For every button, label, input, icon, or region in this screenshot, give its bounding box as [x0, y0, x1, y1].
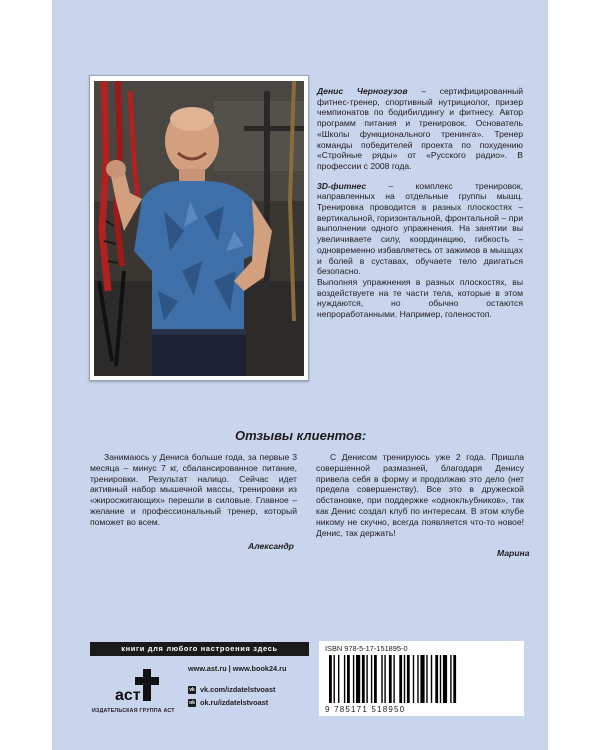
review-right: [316, 452, 524, 538]
term-3d-fitness: 3D-фитнес: [317, 180, 367, 191]
bio-intro-paragraph: [317, 86, 523, 172]
bio-term-text: – комплекс тренировок, направленных на отдельные группы мышц. Тренировка проводится в разных плоскостях – вертикальной, горизонтальной, фронтальной – при выполнении одного упражнения. На занятии вы увеличиваете силу, координацию, гибкость – одновременно избавляетесь от зажимов в мышцах и болей в суставах, обучаете тело двигаться безопасно.: [317, 180, 523, 277]
barcode-bar: [347, 655, 350, 703]
vk-link[interactable]: [188, 685, 275, 694]
bio-intro-text: – сертифицированный фитнес-тренер, спортивный нутрициолог, призер чемпионатов по бодибилдингу и фитнесу. Автор программ питания и тренировок. Основатель «Школы функционального тренинга». Тренер команды победителей проекта по похудению «Стройные ряды» от «Русского радио». В профессии с 2008 года.: [317, 86, 523, 171]
barcode-icon: [327, 655, 517, 705]
author-photo: [94, 81, 304, 376]
barcode-bar: [389, 655, 392, 703]
isbn: ISBN 978-5-17-151895-0: [325, 644, 408, 653]
ok-url: ok.ru/izdatelstvoast: [200, 698, 269, 707]
barcode-bar: [334, 655, 335, 703]
barcode-bar: [404, 655, 405, 703]
barcode-bar: [417, 655, 418, 703]
barcode-bar: [413, 655, 414, 703]
barcode-bar: [338, 655, 339, 703]
barcode-bar: [344, 655, 345, 703]
barcode-bar: [420, 655, 424, 703]
barcode-bar: [374, 655, 377, 703]
barcode-number: 9 785171 518950: [325, 705, 406, 714]
barcode-bar: [366, 655, 367, 703]
author-bio: [317, 86, 523, 320]
review-left-author: Александр: [248, 541, 294, 551]
author-name: Денис Черногузов: [317, 86, 408, 96]
barcode-bar: [399, 655, 402, 703]
websites[interactable]: www.ast.ru | www.book24.ru: [188, 664, 287, 673]
barcode-bar: [435, 655, 438, 703]
barcode-bar: [443, 655, 447, 703]
barcode-bar: [426, 655, 427, 703]
vk-url: vk.com/izdatelstvoast: [200, 685, 276, 694]
author-photo-frame: [89, 75, 309, 381]
review-right-author: Марина: [497, 548, 530, 558]
barcode-bar: [371, 655, 372, 703]
barcode-bar: [353, 655, 354, 703]
review-left-text: Занимаюсь у Дениса больше года, за первые 3 месяца – минус 7 кг, сбалансированное питание, тренировки. Результат налицо. Сейчас идет активный набор мышечной массы, тренировки из «жиросжигающих» перешли в силовые. Главное – желание и профессиональный тренер, который поможет во всем.: [90, 452, 297, 527]
barcode-bar: [329, 655, 332, 703]
bio-paragraph-3: Выполняя упражнения в разных плоскостях, вы воздействуете на те части тела, которые в этом нуждаются, но обычно остаются непроработанными. Например, голеностоп.: [317, 276, 523, 320]
barcode-bar: [407, 655, 410, 703]
reviews-title: Отзывы клиентов:: [235, 428, 367, 443]
tagline-banner: книги для любого настроения здесь: [90, 642, 309, 656]
barcode-bar: [453, 655, 456, 703]
barcode-bar: [362, 655, 365, 703]
barcode-bar: [440, 655, 441, 703]
ok-link[interactable]: [188, 698, 268, 707]
barcode-bar: [384, 655, 385, 703]
barcode-bar: [450, 655, 451, 703]
barcode-bar: [381, 655, 382, 703]
bio-term-paragraph: [317, 181, 523, 277]
barcode-bar: [356, 655, 360, 703]
review-left: [90, 452, 297, 528]
barcode-box: [319, 641, 524, 716]
logo-text: аст: [115, 687, 141, 704]
barcode-bar: [431, 655, 432, 703]
vk-icon: vk: [189, 686, 195, 693]
publisher-name: ИЗДАТЕЛЬСКАЯ ГРУППА АСТ: [92, 708, 175, 714]
barcode-bar: [393, 655, 394, 703]
review-right-text: С Денисом тренируюсь уже 2 года. Пришла совершенной размазней, благодаря Денису привела себя в форму и продолжаю это дело (нет предела совершенству). Все это в дружеской обстановке, при поддержке «однокльубников», так как Денис создал клуб по интересам. В этом клубе никому не скучно, всегда появляется что-то новое! Денис, так держать!: [316, 452, 524, 538]
trainer-image: [94, 81, 304, 376]
ok-icon: ok: [189, 699, 195, 706]
logo-icon: [113, 667, 167, 707]
